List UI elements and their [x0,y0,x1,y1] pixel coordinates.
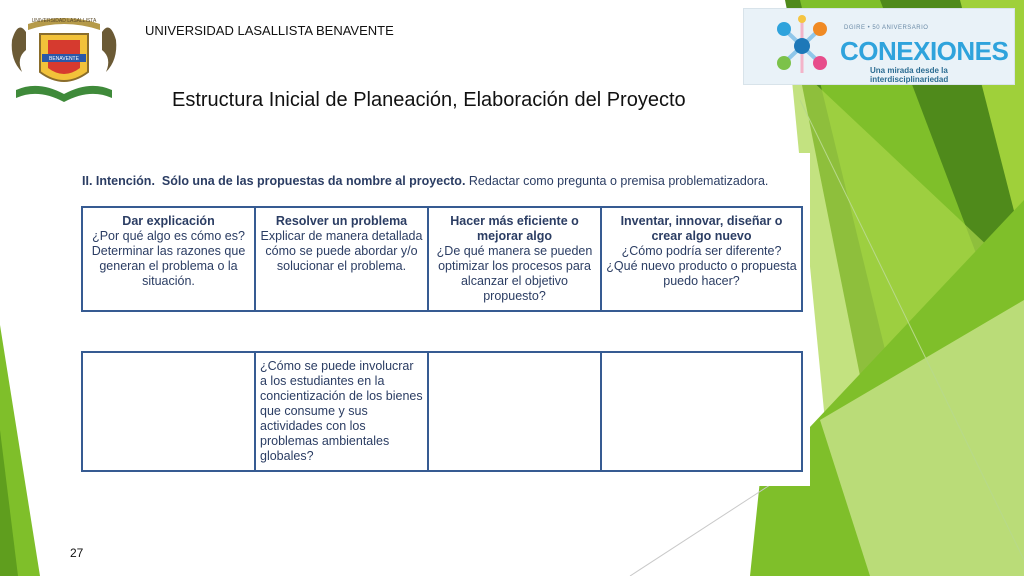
option-body: Explicar de manera detallada cómo se puede abordar y/o solucionar el problema. [260,229,423,273]
slide-title: Estructura Inicial de Planeación, Elaboración del Proyecto [172,89,686,111]
logo-small-text: DGIRE • 50 ANIVERSARIO [844,25,929,31]
university-name: UNIVERSIDAD LASALLISTA BENAVENTE [145,23,394,38]
option-cell [82,207,255,311]
answer-cell: ¿Cómo se puede involucrar a los estudiantes en la concientización de los bienes que consume y sus actividades con los problemas ambientales globales? [255,352,428,471]
shield-band-text: BENAVENTE [49,56,79,62]
option-body: ¿De qué manera se pueden optimizar los procesos para alcanzar el objetivo propuesto? [436,244,593,303]
option-body: ¿Cómo podría ser diferente? ¿Qué nuevo producto o propuesta puedo hacer? [606,244,797,288]
shield-text-top: UNIVERSIDAD LASALLISTA [31,18,97,24]
logo-subtitle: Una mirada desde la interdisciplinariedad [870,66,949,84]
table-row [82,352,802,471]
intent-label: II. Intención. [82,174,155,188]
intent-options-table [81,206,803,312]
university-shield-logo [8,10,120,106]
answer-cell [601,352,802,471]
answer-cell [428,352,601,471]
intent-rest: Redactar como pregunta o premisa problematizadora. [468,174,769,188]
option-cell [428,207,601,311]
option-body: ¿Por qué algo es cómo es? Determinar las razones que generan el problema o la situación. [91,229,246,288]
page-number: 27 [70,546,84,560]
project-question-table [81,351,803,472]
intent-lead: Sólo una de las propuestas da nombre al proyecto. [161,174,466,188]
network-icon [774,15,834,77]
logo-title: CONEXIONES [840,36,1009,66]
conexiones-logo [743,8,1015,85]
option-cell [255,207,428,311]
answer-cell [82,352,255,471]
option-cell [601,207,802,311]
intent-line [82,174,768,188]
option-heading: Dar explicación [122,214,215,228]
option-heading: Hacer más eficiente o mejorar algo [450,214,579,243]
option-heading: Inventar, innovar, diseñar o crear algo nuevo [620,214,783,243]
table-row [82,207,802,311]
option-heading: Resolver un problema [275,214,408,228]
